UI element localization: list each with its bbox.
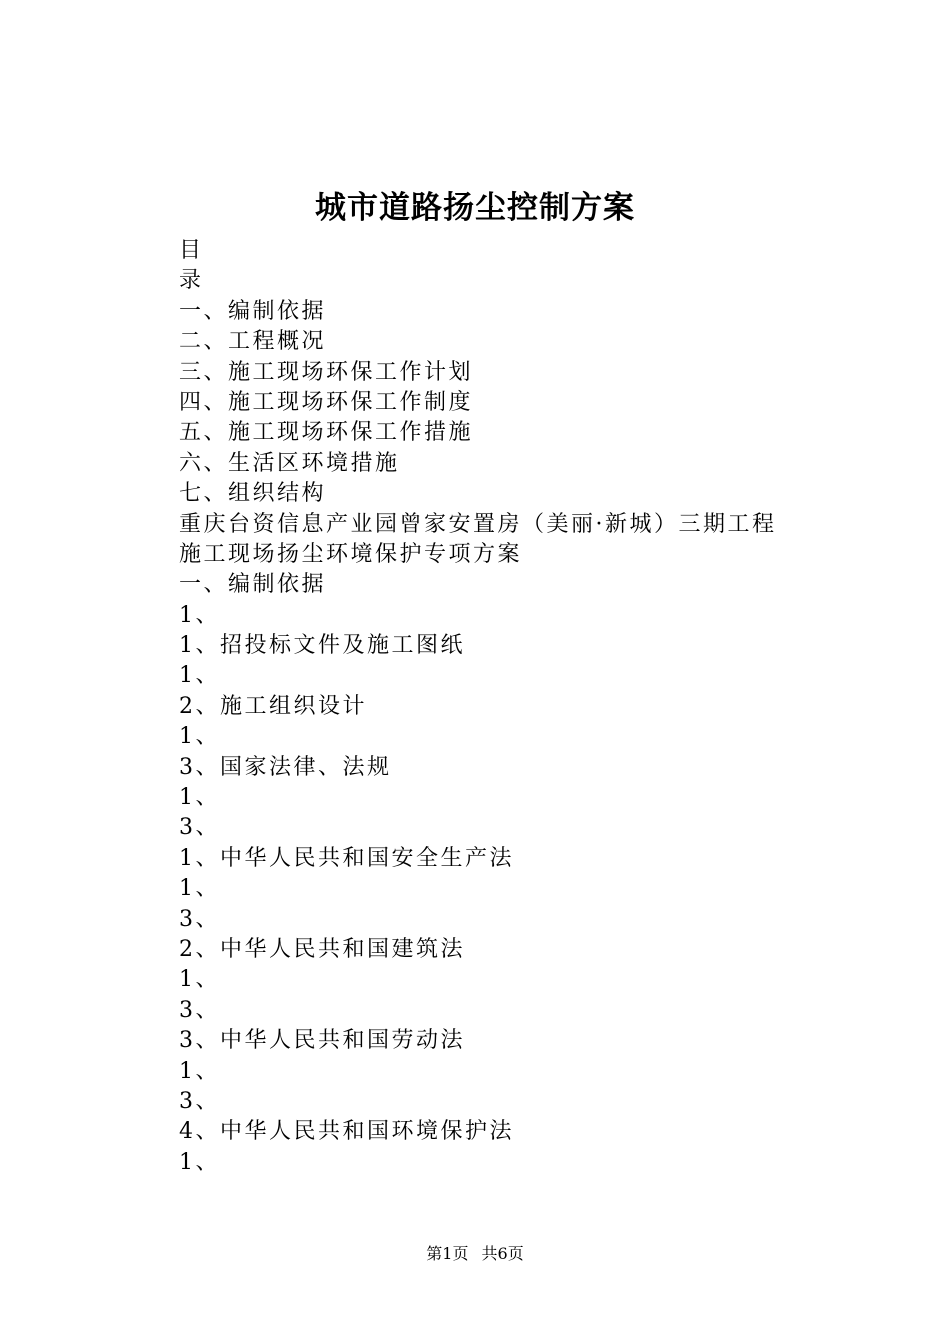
body-line: 目	[179, 238, 204, 263]
page-footer	[0, 1242, 950, 1266]
body-line: 录	[179, 268, 204, 294]
page-total: 共6页	[481, 1244, 524, 1263]
body-line: 二、工程概况	[179, 329, 327, 355]
body-line: 1、	[179, 785, 220, 811]
document-body	[179, 236, 879, 1178]
body-line: 2、中华人民共和国建筑法	[179, 936, 465, 962]
body-line: 五、施工现场环保工作措施	[179, 420, 474, 446]
body-line: 3、国家法律、法规	[179, 754, 392, 780]
body-line: 1、	[179, 724, 220, 750]
body-line: 施工现场扬尘环境保护专项方案	[179, 541, 523, 567]
body-line: 一、编制依据	[179, 298, 327, 324]
body-line: 1、	[179, 1058, 220, 1084]
body-line: 3、	[179, 1088, 220, 1114]
body-line: 3、	[179, 997, 220, 1023]
body-line: 3、	[179, 906, 220, 932]
body-line: 3、	[179, 815, 220, 841]
body-line: 2、施工组织设计	[179, 693, 367, 719]
body-line: 一、编制依据	[179, 572, 327, 598]
document-title: 城市道路扬尘控制方案	[315, 190, 635, 226]
body-line: 六、生活区环境措施	[179, 450, 400, 476]
body-line: 1、	[179, 1149, 220, 1175]
body-line: 1、	[179, 876, 220, 902]
body-line: 重庆台资信息产业园曾家安置房（美丽·新城）三期工程	[179, 511, 777, 537]
body-line: 1、	[179, 967, 220, 993]
body-line: 1、	[179, 663, 220, 689]
body-line: 3、中华人民共和国劳动法	[179, 1028, 465, 1054]
page-number: 第1页	[426, 1244, 469, 1263]
body-line: 4、中华人民共和国环境保护法	[179, 1119, 514, 1145]
body-line: 三、施工现场环保工作计划	[179, 359, 474, 385]
body-line: 七、组织结构	[179, 481, 327, 507]
body-line: 四、施工现场环保工作制度	[179, 389, 474, 415]
body-line: 1、	[179, 602, 220, 628]
body-line: 1、招投标文件及施工图纸	[179, 633, 465, 659]
body-line: 1、中华人民共和国安全生产法	[179, 845, 514, 871]
